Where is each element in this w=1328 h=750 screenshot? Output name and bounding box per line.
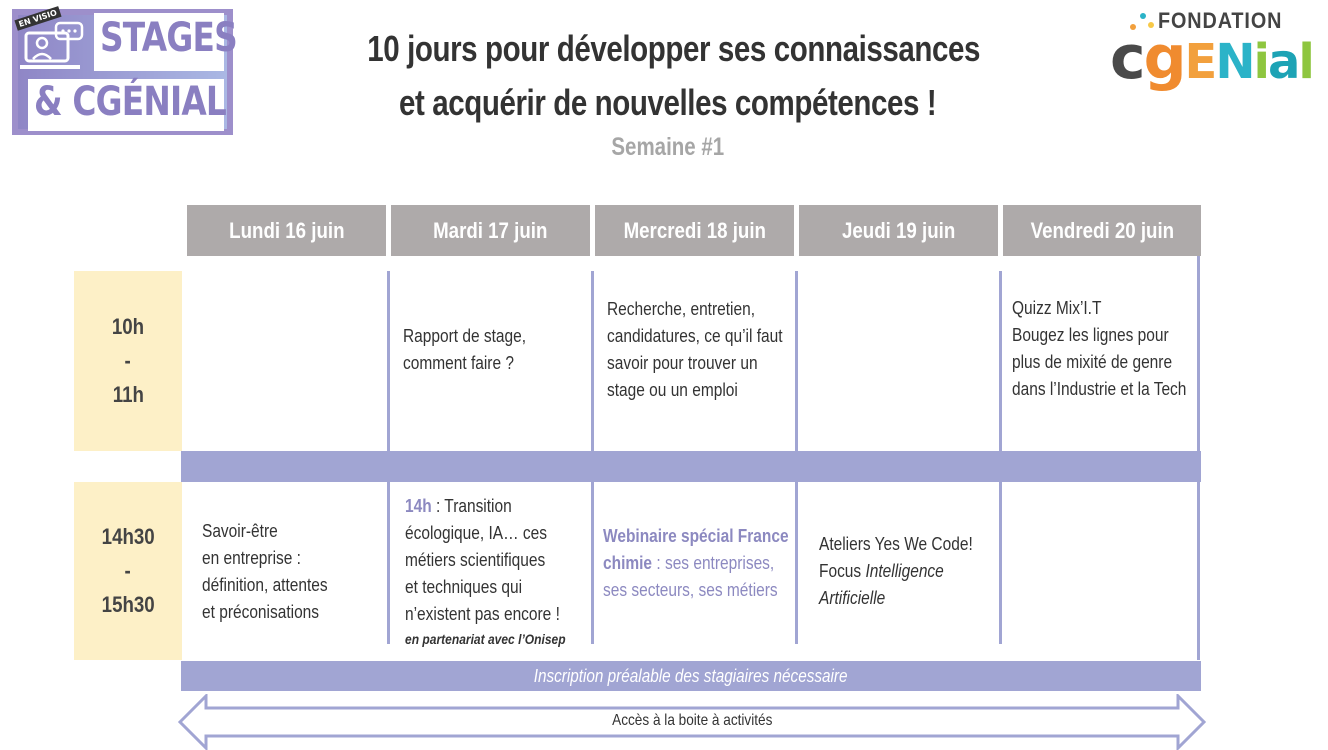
session-time: 14h	[405, 496, 432, 516]
page-title-line1: 10 jours pour développer ses connaissances	[367, 28, 981, 69]
logo-fondation-text: FONDATION	[1158, 8, 1283, 33]
column-separator	[999, 482, 1002, 644]
logo-letter: N	[1215, 34, 1254, 90]
logo-letter: E	[1184, 34, 1216, 90]
stages-cgenial-logo	[12, 8, 237, 135]
day-header-vendredi: Vendredi 20 juin	[1003, 205, 1201, 256]
logo-word-stages: STAGES	[100, 15, 237, 61]
time-slot-afternoon: 14h30 - 15h30	[74, 482, 182, 660]
page-title-line2: et acquérir de nouvelles compétences !	[399, 82, 937, 123]
logo-word-cgenial: & CGÉNIAL	[34, 79, 226, 125]
logo-letter: a	[1267, 34, 1299, 90]
logo-letter: i	[1253, 34, 1268, 90]
day-header-mardi: Mardi 17 juin	[391, 205, 590, 256]
session-lundi-afternoon: Savoir-être en entreprise : définition, attentes et préconisations	[202, 521, 328, 622]
session-vendredi-morning: Quizz Mix’I.T Bougez les lignes pour plus de mixité de genre dans l’Industrie et la Tech	[1012, 298, 1187, 399]
session-mercredi-afternoon: Webinaire spécial France chimie : ses entreprises, ses secteurs, ses métiers	[603, 526, 789, 600]
column-separator	[795, 482, 798, 644]
week-subtitle: Semaine #1	[611, 133, 725, 161]
time-slot-morning: 10h - 11h	[74, 271, 182, 451]
session-jeudi-afternoon: Ateliers Yes We Code! Focus Intelligence Artificielle	[819, 534, 973, 608]
session-mercredi-morning: Recherche, entretien, candidatures, ce qu’il faut savoir pour trouver un stage ou un emploi	[607, 299, 783, 400]
day-header-lundi: Lundi 16 juin	[187, 205, 386, 256]
separator-band	[181, 451, 1201, 482]
logo-letter: l	[1298, 34, 1313, 90]
column-separator	[387, 271, 390, 451]
column-separator	[1197, 482, 1200, 660]
logo-letter: g	[1143, 23, 1185, 93]
session-mardi-afternoon: 14h : Transition écologique, IA… ces métiers scientifiques et techniques qui n’existent pas encore ! en partenariat avec l’Onisep	[405, 496, 566, 647]
column-separator	[591, 482, 594, 644]
en-visio-badge: EN VISIO	[14, 6, 61, 31]
video-conference-icon	[20, 21, 86, 73]
day-header-jeudi: Jeudi 19 juin	[799, 205, 998, 256]
day-header-mercredi: Mercredi 18 juin	[595, 205, 794, 256]
logo-cgenial-word	[1110, 22, 1313, 93]
logo-letter: c	[1110, 23, 1144, 93]
column-separator	[1197, 256, 1200, 451]
column-separator	[795, 271, 798, 451]
session-mardi-morning: Rapport de stage, comment faire ?	[403, 326, 527, 373]
fondation-cgenial-logo	[1110, 4, 1325, 94]
column-separator	[591, 271, 594, 451]
registration-notice: Inscription préalable des stagiaires nécessaire	[181, 661, 1201, 691]
column-separator	[387, 482, 390, 644]
column-separator	[999, 271, 1002, 451]
partner-note: en partenariat avec l’Onisep	[405, 631, 566, 647]
logo-dot	[1140, 13, 1146, 19]
activity-box-access-label: Accès à la boite à activités	[611, 712, 773, 729]
